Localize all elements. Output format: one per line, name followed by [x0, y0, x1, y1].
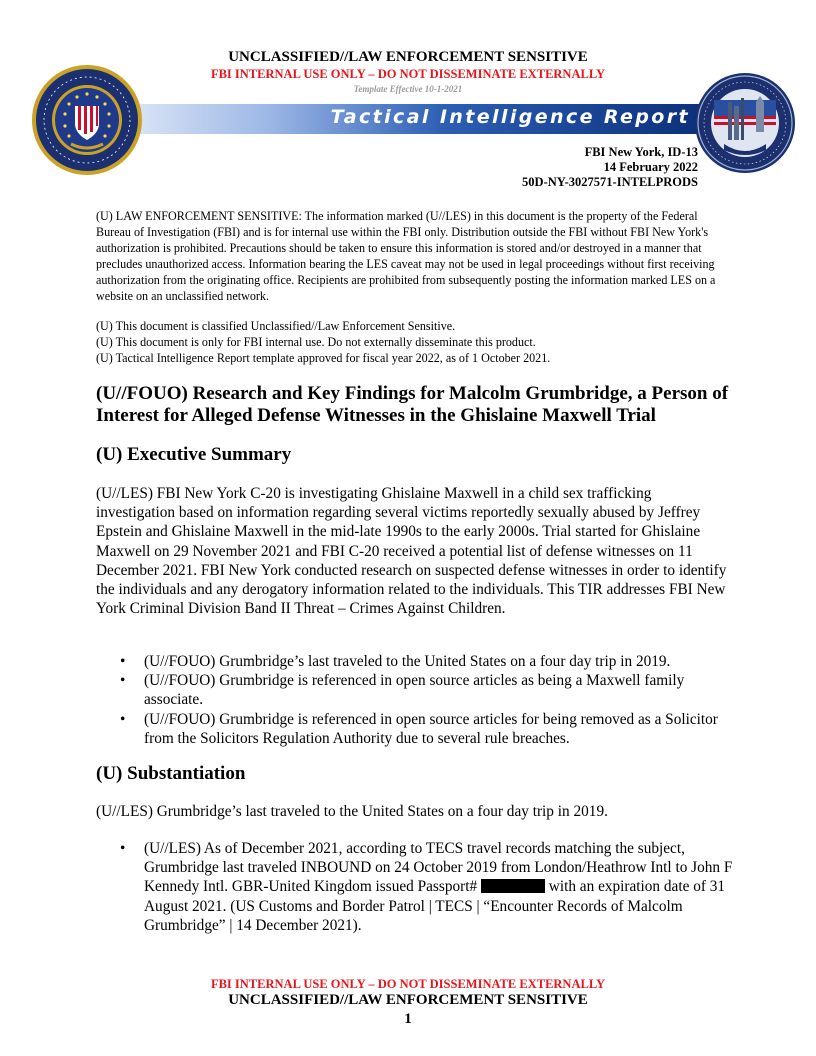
bullet-icon: •: [120, 672, 126, 690]
key-findings-list: [96, 652, 736, 748]
executive-summary-paragraph: (U//LES) FBI New York C-20 is investigating Ghislaine Maxwell in a child sex trafficking investigation based on information regarding several victims reportedly sexually abused by Jeffrey Epstein and Ghislaine Maxwell in the mid-late 1990s to the early 2000s. Trial started for Ghislaine Maxwell on 29 November 2021 and FBI C-20 received a potential list of defense witnesses on 11 December 2021. FBI New York conducted research on suspected defense witnesses in order to identify the individuals and any derogatory information related to the individuals. This TIR addresses FBI New York Criminal Division Band II Threat – Crimes Against Children.: [96, 485, 727, 618]
substantiation-list: [96, 839, 736, 935]
bullet-icon: •: [120, 710, 126, 728]
travel-record-text-cont: with an expiration date of 31 August 2021. (US Customs and Border Patrol | TECS | “Encounter Records of Malcolm Grumbridge” | 14 December 2021).: [144, 878, 726, 934]
bullet-icon: •: [120, 653, 126, 670]
caveat-line: (U) Tactical Intelligence Report template approved for fiscal year 2022, as of 1 October 2021.: [96, 351, 551, 366]
office-block: [522, 145, 698, 190]
travel-record-text: (U//LES) As of December 2021, according to TECS travel records matching the subject, Grumbridge last traveled INBOUND on 24 October 2019 from London/Heathrow Intl to John F Kennedy Intl. GBR-United Kingdom issued Passport#: [144, 840, 733, 896]
report-title: (U//FOUO) Research and Key Findings for Malcolm Grumbridge, a Person of Interest for Alleged Defense Witnesses in the Ghislaine Maxwell Trial: [96, 383, 729, 426]
substantiation-heading: (U) Substantiation: [96, 763, 246, 784]
internal-use-footer: FBI INTERNAL USE ONLY – DO NOT DISSEMINATE EXTERNALLY: [210, 977, 606, 991]
caveat-line: (U) This document is only for FBI internal use. Do not externally disseminate this product.: [96, 335, 536, 350]
page-number: 1: [404, 1011, 412, 1027]
classification-header: UNCLASSIFIED//LAW ENFORCEMENT SENSITIVE: [228, 49, 588, 65]
les-caveat-paragraph: (U) LAW ENFORCEMENT SENSITIVE: The information marked (U//LES) in this document is the property of the Federal Bureau of Investigation (FBI) and is for internal use within the FBI only. Distribution outside the FBI without FBI New York's authorization is prohibited. Precautions should be taken to ensure this information is stored and/or destroyed in a manner that precludes unauthorized access. Information bearing the LES caveat may not be used in legal proceedings without first receiving authorization from the originating office. Recipients are prohibited from subsequently posting the information marked LES on a website on an unclassified network.: [96, 209, 716, 304]
bullet-icon: •: [120, 840, 126, 857]
office-name: FBI New York, ID-13: [584, 145, 698, 159]
caveat-line: (U) This document is classified Unclassified//Law Enforcement Sensitive.: [96, 319, 456, 333]
report-date: 14 February 2022: [603, 160, 698, 174]
list-item: [96, 671, 736, 709]
finding-text: (U//FOUO) Grumbridge is referenced in open source articles as being a Maxwell family associate.: [144, 672, 685, 709]
list-item: [96, 710, 736, 748]
list-item: [96, 839, 736, 935]
substantiation-paragraph: (U//LES) Grumbridge’s last traveled to the United States on a four day trip in 2019.: [96, 803, 608, 820]
file-number: 50D-NY-3027571-INTELPRODS: [522, 175, 698, 189]
template-note: Template Effective 10-1-2021: [353, 84, 463, 94]
list-item: [96, 652, 736, 671]
internal-use-header: FBI INTERNAL USE ONLY – DO NOT DISSEMINATE EXTERNALLY: [210, 67, 606, 81]
executive-summary-heading: (U) Executive Summary: [96, 444, 292, 465]
report-banner: [120, 104, 708, 134]
doj-fbi-seal: [31, 64, 143, 176]
finding-text: (U//FOUO) Grumbridge is referenced in open source articles for being removed as a Solicitor from the Solicitors Regulation Authority due to several rule breaches.: [144, 710, 718, 747]
doj-seal-icon: [31, 64, 143, 176]
banner-title: Tactical Intelligence Report: [330, 106, 690, 128]
redaction-box: [481, 879, 545, 893]
finding-text: (U//FOUO) Grumbridge’s last traveled to the United States on a four day trip in 2019.: [144, 653, 671, 670]
ny-intelligence-division-seal: [694, 72, 796, 174]
classification-caveats: [96, 318, 726, 366]
ny-intel-seal-icon: [694, 72, 796, 174]
classification-footer: UNCLASSIFIED//LAW ENFORCEMENT SENSITIVE: [228, 992, 588, 1008]
